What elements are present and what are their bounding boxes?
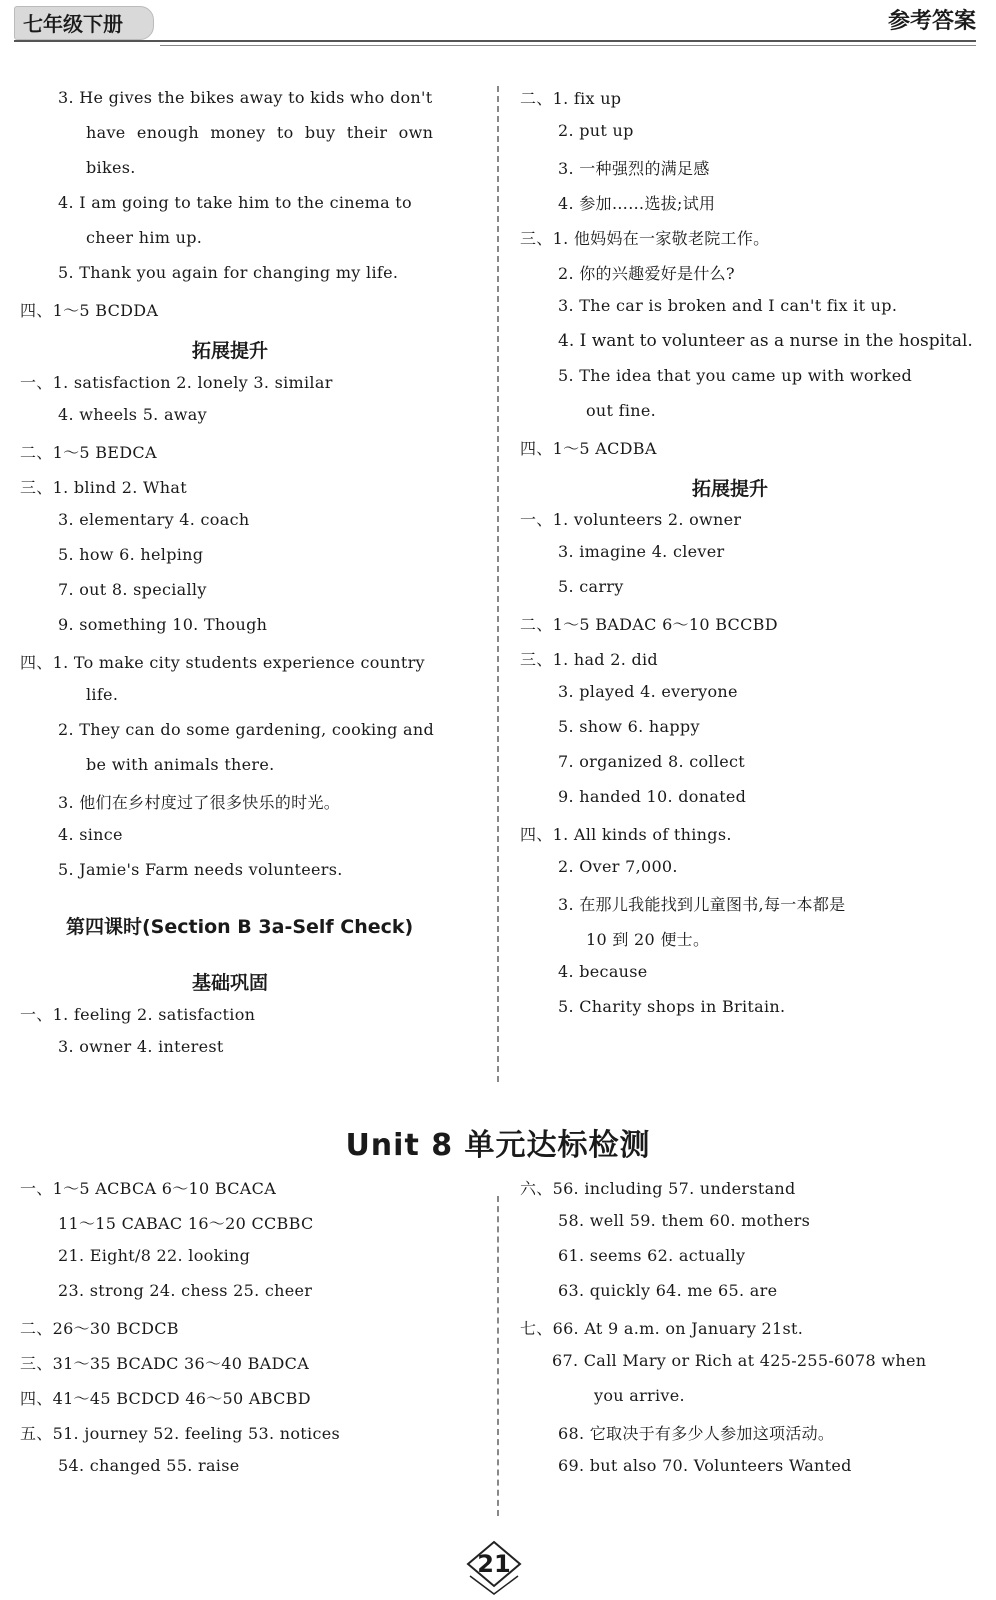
answer-line: 三、1. had 2. did xyxy=(520,650,658,669)
answer-line: 四、1～5 ACDBA xyxy=(520,439,657,458)
section-heading: 拓展提升 xyxy=(192,340,269,362)
answer-line: 二、1～5 BEDCA xyxy=(20,443,157,462)
answer-line: 7. organized 8. collect xyxy=(558,752,746,771)
answer-line: 69. but also 70. Volunteers Wanted xyxy=(558,1456,852,1475)
answer-line: 3. 一种强烈的满足感 xyxy=(558,159,710,178)
section-heading: 拓展提升 xyxy=(692,478,769,500)
answer-line: 58. well 59. them 60. mothers xyxy=(558,1211,811,1230)
answer-line: 2. 你的兴趣爱好是什么? xyxy=(558,264,735,283)
answer-line: 54. changed 55. raise xyxy=(58,1456,240,1475)
section-heading: 基础巩固 xyxy=(192,972,269,994)
answer-line: 七、66. At 9 a.m. on January 21st. xyxy=(520,1319,804,1338)
answer-line: 二、1. fix up xyxy=(520,89,622,108)
answer-line: 六、56. including 57. understand xyxy=(520,1179,796,1198)
answer-line: out fine. xyxy=(586,401,657,420)
answer-line: 5. how 6. helping xyxy=(58,545,204,564)
answer-line: 21. Eight/8 22. looking xyxy=(58,1246,251,1265)
answer-line: 61. seems 62. actually xyxy=(558,1246,746,1265)
page-number xyxy=(464,1540,524,1588)
answer-line: 5. Thank you again for changing my life. xyxy=(58,263,399,282)
answer-line: 一、1. volunteers 2. owner xyxy=(520,510,742,529)
answer-line: 五、51. journey 52. feeling 53. notices xyxy=(20,1424,340,1443)
answer-line: 3. 在那儿我能找到儿童图书,每一本都是 xyxy=(558,895,846,914)
answer-line: 四、1～5 BCDDA xyxy=(20,301,159,320)
answer-line: 2. They can do some gardening, cooking and xyxy=(58,720,434,739)
answer-line: 4. since xyxy=(58,825,123,844)
unit-title: Unit 8 单元达标检测 xyxy=(345,1128,651,1163)
lesson-heading: 第四课时(Section B 3a-Self Check) xyxy=(66,916,414,938)
answer-line: 3. 他们在乡村度过了很多快乐的时光。 xyxy=(58,793,341,812)
answer-line: 3. owner 4. interest xyxy=(58,1037,224,1056)
answer-line: 一、1. satisfaction 2. lonely 3. similar xyxy=(20,373,333,392)
answer-line: 3. He gives the bikes away to kids who don't xyxy=(58,88,433,107)
answer-line: bikes. xyxy=(86,158,136,177)
answer-line: 四、41～45 BCDCD 46～50 ABCBD xyxy=(20,1389,311,1408)
header-section-label: 参考答案 xyxy=(887,9,976,34)
answer-line: 9. handed 10. donated xyxy=(558,787,747,806)
answer-line: 4. 参加……选拔;试用 xyxy=(558,194,716,213)
answer-line: 三、1. 他妈妈在一家敬老院工作。 xyxy=(520,229,770,248)
answer-line: 三、31～35 BCADC 36～40 BADCA xyxy=(20,1354,310,1373)
answer-line: 9. something 10. Though xyxy=(58,615,268,634)
answer-line: 二、1～5 BADAC 6～10 BCCBD xyxy=(520,615,778,634)
answer-line: 四、1. All kinds of things. xyxy=(520,825,732,844)
answer-line: 5. Charity shops in Britain. xyxy=(558,997,786,1016)
answer-line: be with animals there. xyxy=(86,755,275,774)
answer-line: have enough money to buy their own xyxy=(86,123,434,142)
answer-line: 4. I am going to take him to the cinema to xyxy=(58,193,412,212)
answer-line: 3. The car is broken and I can't fix it up. xyxy=(558,296,898,315)
answer-line: 一、1～5 ACBCA 6～10 BCACA xyxy=(20,1179,277,1198)
answer-line: 4. because xyxy=(558,962,648,981)
answer-line: 67. Call Mary or Rich at 425-255-6078 when xyxy=(552,1351,927,1370)
answer-line: 二、26～30 BCDCB xyxy=(20,1319,179,1338)
answer-line: 68. 它取决于有多少人参加这项活动。 xyxy=(558,1424,835,1443)
answer-line: cheer him up. xyxy=(86,228,203,247)
answer-line: 一、1. feeling 2. satisfaction xyxy=(20,1005,256,1024)
answer-line: 4. I want to volunteer as a nurse in the hospital. xyxy=(558,331,973,351)
header-rule xyxy=(14,40,976,42)
answer-line: life. xyxy=(86,685,119,704)
answer-line: 四、1. To make city students experience country xyxy=(20,653,425,672)
answer-line: 5. show 6. happy xyxy=(558,717,700,736)
answer-line: 三、1. blind 2. What xyxy=(20,478,187,497)
answer-line: 11～15 CABAC 16～20 CCBBC xyxy=(58,1214,314,1233)
answer-line: 4. wheels 5. away xyxy=(58,405,207,424)
column-divider xyxy=(497,86,499,1082)
answer-line: 3. elementary 4. coach xyxy=(58,510,250,529)
answer-line: 63. quickly 64. me 65. are xyxy=(558,1281,778,1300)
answer-line: 5. Jamie's Farm needs volunteers. xyxy=(58,860,343,879)
answer-line: 7. out 8. specially xyxy=(58,580,207,599)
answer-line: 23. strong 24. chess 25. cheer xyxy=(58,1281,313,1300)
answer-line: 5. The idea that you came up with worked xyxy=(558,366,913,385)
answer-line: you arrive. xyxy=(594,1386,685,1405)
page-number-text: 21 xyxy=(477,1550,511,1578)
answer-line: 10 到 20 便士。 xyxy=(586,930,710,949)
header-rule-thin xyxy=(160,45,976,46)
answer-line: 3. imagine 4. clever xyxy=(558,542,725,561)
answer-line: 2. Over 7,000. xyxy=(558,857,678,876)
header-grade-label: 七年级下册 xyxy=(14,6,154,40)
column-divider-unit xyxy=(497,1196,499,1516)
answer-line: 5. carry xyxy=(558,577,624,596)
answer-line: 3. played 4. everyone xyxy=(558,682,738,701)
answer-line: 2. put up xyxy=(558,121,634,140)
